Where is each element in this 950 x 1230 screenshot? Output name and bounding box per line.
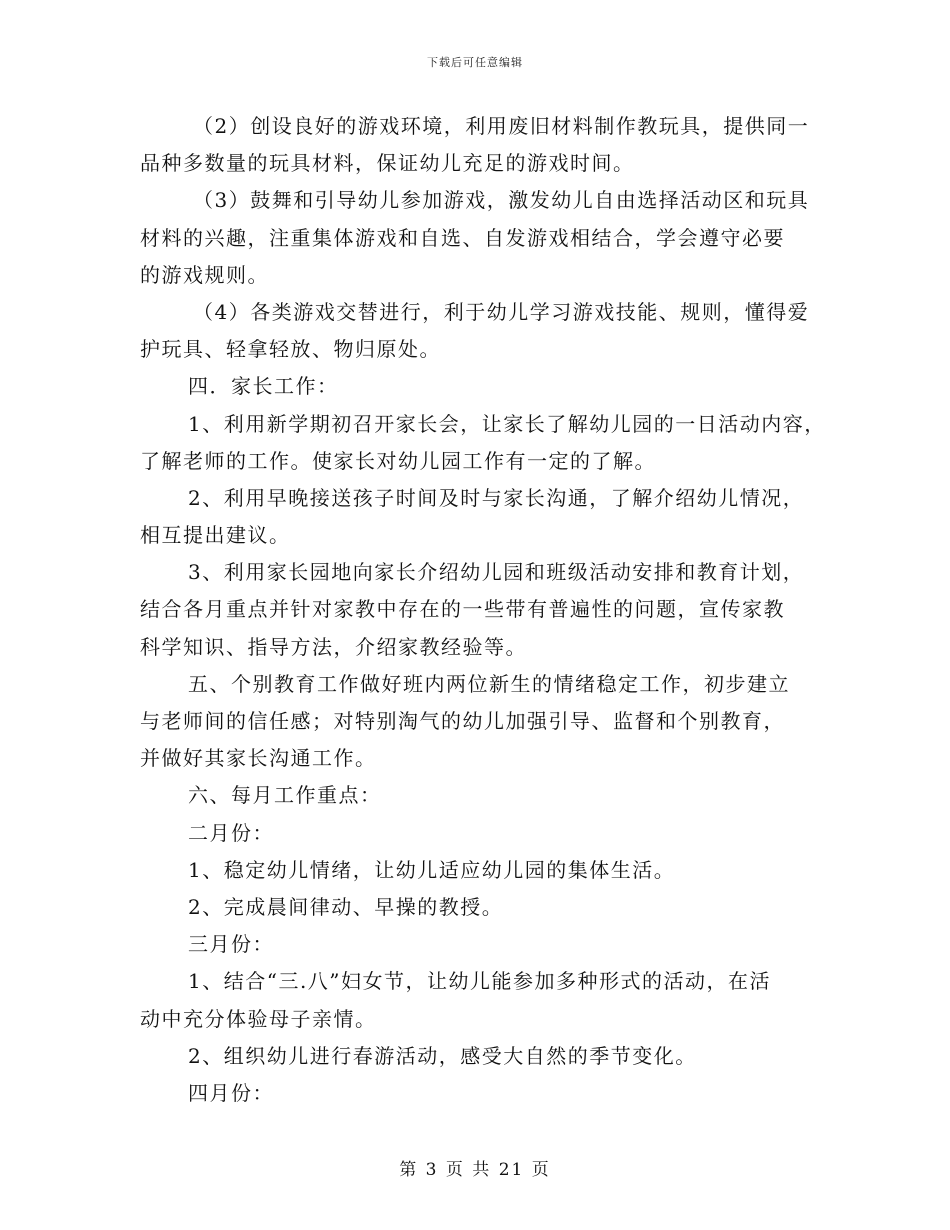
text-line: 二月份： — [188, 820, 274, 845]
text-line: 1、稳定幼儿情绪，让幼儿适应幼儿园的集体生活。 — [188, 857, 676, 882]
text-line: 2、完成晨间律动、早操的教授。 — [188, 894, 504, 919]
text-line: 三月份： — [188, 932, 274, 957]
page-footer: 第 3 页 共 21 页 — [399, 1160, 551, 1180]
text-line: 1、利用新学期初召开家长会，让家长了解幼儿园的一日活动内容， — [188, 411, 826, 436]
text-line: 四月份： — [188, 1080, 274, 1105]
text-line: 与老师间的信任感；对特别淘气的幼儿加强引导、监督和个别教育， — [140, 709, 785, 733]
text-line: 1、结合“三.八”妇女节，让幼儿能参加多种形式的活动，在活 — [188, 969, 772, 994]
page-header: 下载后可任意编辑 — [427, 56, 523, 69]
text-line: （4）各类游戏交替进行，利于幼儿学习游戏技能、规则，懂得爱 — [193, 299, 810, 324]
text-line: 结合各月重点并针对家教中存在的一些带有普遍性的问题，宣传家教 — [140, 597, 785, 622]
text-line: 四．家长工作： — [188, 374, 339, 399]
document-body — [140, 108, 830, 1112]
text-line: 2、利用早晚接送孩子时间及时与家长沟通，了解介绍幼儿情况， — [188, 485, 805, 510]
text-line: 五、个别教育工作做好班内两位新生的情绪稳定工作，初步建立 — [188, 671, 790, 696]
text-line: 的游戏规则。 — [140, 262, 269, 287]
text-line: （3）鼓舞和引导幼儿参加游戏，激发幼儿自由选择活动区和玩具 — [193, 188, 810, 213]
text-line: 并做好其家长沟通工作。 — [140, 746, 377, 771]
text-line: 品种多数量的玩具材料，保证幼儿充足的游戏时间。 — [140, 151, 635, 176]
text-line: 3、利用家长园地向家长介绍幼儿园和班级活动安排和教育计划， — [188, 560, 805, 585]
text-line: 六、每月工作重点： — [188, 783, 382, 808]
text-line: （2）创设良好的游戏环境，利用废旧材料制作教玩具，提供同一 — [193, 114, 810, 138]
text-line: 科学知识、指导方法，介绍家教经验等。 — [140, 634, 527, 659]
text-line: 了解老师的工作。使家长对幼儿园工作有一定的了解。 — [140, 448, 656, 473]
text-line: 材料的兴趣，注重集体游戏和自选、自发游戏相结合，学会遵守必要 — [140, 225, 785, 250]
text-line: 2、组织幼儿进行春游活动，感受大自然的季节变化。 — [188, 1043, 697, 1068]
text-line: 相互提出建议。 — [140, 523, 291, 548]
text-line: 动中充分体验母子亲情。 — [140, 1006, 377, 1031]
text-line: 护玩具、轻拿轻放、物归原处。 — [140, 337, 441, 362]
